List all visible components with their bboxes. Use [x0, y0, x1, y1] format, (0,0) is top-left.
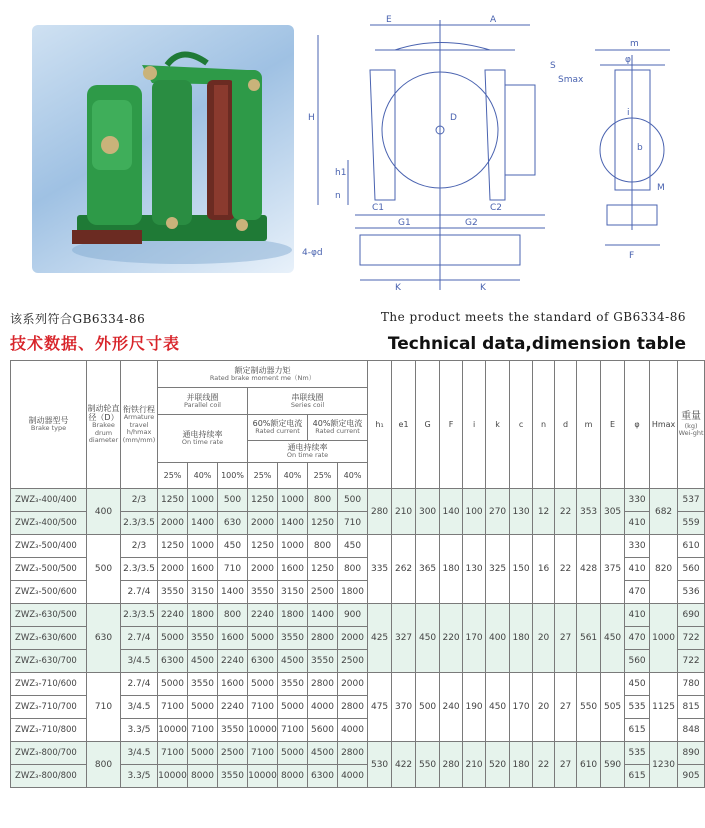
label-E: E [386, 15, 392, 25]
col-d: d [555, 361, 577, 489]
cell-drum: 400 [87, 489, 121, 535]
cell-p40: 1000 [188, 489, 218, 512]
cell-travel: 3.3/5 [121, 719, 158, 742]
col-p100: 100% [218, 463, 248, 489]
cell-hmax: 682 [650, 489, 678, 535]
cell-G: 300 [416, 489, 440, 535]
cell-p40: 5000 [188, 696, 218, 719]
cell-phi: 450 [625, 673, 650, 696]
cell-p25: 2000 [158, 558, 188, 581]
cell-d: 22 [555, 489, 577, 535]
cell-n: 20 [533, 673, 555, 742]
cell-model: ZWZ₃-800/800 [11, 765, 87, 788]
cell-s40b: 450 [338, 535, 368, 558]
col-brake-moment: 额定制动器力矩 Rated brake moment me（Nm） [158, 361, 368, 388]
col-weight: 重量 (kg) Wei-ght [678, 361, 705, 489]
cell-s25b: 3550 [308, 650, 338, 673]
label-F: F [629, 251, 635, 261]
cell-d: 27 [555, 604, 577, 673]
col-p40: 40% [188, 463, 218, 489]
cell-model: ZWZ₃-400/500 [11, 512, 87, 535]
cell-p25: 7100 [158, 696, 188, 719]
cell-c: 170 [510, 673, 533, 742]
cell-s25: 7100 [248, 742, 278, 765]
cell-F: 240 [440, 673, 463, 742]
col-h1: h₁ [368, 361, 392, 489]
cell-m: 610 [577, 742, 601, 788]
cell-s40: 3550 [278, 627, 308, 650]
cell-phi: 410 [625, 604, 650, 627]
col-m: m [577, 361, 601, 489]
label-n: n [335, 191, 341, 201]
cell-s25: 10000 [248, 765, 278, 788]
cell-travel: 2.3/3.5 [121, 512, 158, 535]
cell-s25b: 800 [308, 535, 338, 558]
cell-n: 12 [533, 489, 555, 535]
cell-c: 130 [510, 489, 533, 535]
label-S: S [550, 61, 556, 71]
cell-p40: 1400 [188, 512, 218, 535]
cell-phi: 470 [625, 581, 650, 604]
cell-phi: 535 [625, 742, 650, 765]
cell-n: 22 [533, 742, 555, 788]
cell-s25b: 1250 [308, 558, 338, 581]
col-hmax: Hmax [650, 361, 678, 489]
cell-h1: 280 [368, 489, 392, 535]
cell-s25: 1250 [248, 489, 278, 512]
label-m: m [630, 39, 639, 49]
cell-weight: 536 [678, 581, 705, 604]
cell-s25: 6300 [248, 650, 278, 673]
cell-travel: 2.3/3.5 [121, 604, 158, 627]
cell-h1: 530 [368, 742, 392, 788]
col-F: F [440, 361, 463, 489]
cell-s25: 2000 [248, 558, 278, 581]
cell-p40: 1800 [188, 604, 218, 627]
cell-p100: 450 [218, 535, 248, 558]
side-dimension-drawing [300, 10, 584, 295]
label-C2: C2 [490, 203, 503, 213]
col-n: n [533, 361, 555, 489]
label-C1: C1 [372, 203, 385, 213]
cell-F: 140 [440, 489, 463, 535]
cell-model: ZWZ₃-630/500 [11, 604, 87, 627]
col-k: k [486, 361, 510, 489]
label-G2: G2 [465, 218, 478, 228]
cell-s40b: 2000 [338, 627, 368, 650]
label-phi: φ [625, 55, 631, 65]
cell-s40b: 710 [338, 512, 368, 535]
col-drum-diameter: 制动轮直径（D） Brakee drum diameter [87, 361, 121, 489]
col-e1: e1 [392, 361, 416, 489]
cell-s40: 1800 [278, 604, 308, 627]
label-H: H [308, 113, 315, 123]
cell-p40: 4500 [188, 650, 218, 673]
cell-p100: 800 [218, 604, 248, 627]
cell-p40: 7100 [188, 719, 218, 742]
cell-p25: 10000 [158, 719, 188, 742]
table-row [11, 742, 705, 765]
spec-table [10, 360, 705, 788]
cell-travel: 2/3 [121, 489, 158, 512]
cell-phi: 410 [625, 512, 650, 535]
standard-note-cn: 该系列符合GB6334-86 [10, 312, 146, 326]
cell-s40b: 2800 [338, 696, 368, 719]
cell-s25: 5000 [248, 673, 278, 696]
cell-d: 22 [555, 535, 577, 604]
cell-weight: 722 [678, 627, 705, 650]
cell-p40: 3550 [188, 627, 218, 650]
cell-p100: 2500 [218, 742, 248, 765]
cell-p100: 630 [218, 512, 248, 535]
cell-s40b: 4000 [338, 719, 368, 742]
cell-travel: 2.7/4 [121, 581, 158, 604]
cell-m: 428 [577, 535, 601, 604]
cell-G: 365 [416, 535, 440, 604]
cell-p25: 3550 [158, 581, 188, 604]
cell-p25: 6300 [158, 650, 188, 673]
col-brake-type: 制动器型号 Brake type [11, 361, 87, 489]
cell-phi: 615 [625, 765, 650, 788]
cell-weight: 610 [678, 535, 705, 558]
cell-s25b: 4000 [308, 696, 338, 719]
cell-s25b: 1400 [308, 604, 338, 627]
cell-i: 170 [463, 604, 486, 673]
col-parallel-coil: 并联线圈 Parallel coil [158, 388, 248, 415]
cell-p40: 1600 [188, 558, 218, 581]
cell-F: 280 [440, 742, 463, 788]
cell-e1: 262 [392, 535, 416, 604]
label-M: M [657, 183, 665, 193]
cell-s40b: 900 [338, 604, 368, 627]
cell-h1: 335 [368, 535, 392, 604]
cell-phi: 615 [625, 719, 650, 742]
cell-i: 100 [463, 489, 486, 535]
cell-s25b: 1250 [308, 512, 338, 535]
cell-E: 450 [601, 604, 625, 673]
col-s25: 25% [248, 463, 278, 489]
cell-s40: 1400 [278, 512, 308, 535]
label-h1: h1 [335, 168, 347, 178]
cell-E: 505 [601, 673, 625, 742]
table-title-cn: 技术数据、外形尺寸表 [10, 334, 181, 353]
cell-s25b: 2800 [308, 673, 338, 696]
col-s40: 40% [278, 463, 308, 489]
cell-s40: 4500 [278, 650, 308, 673]
cell-phi: 560 [625, 650, 650, 673]
label-d: 4-φd [302, 248, 323, 258]
cell-s25b: 6300 [308, 765, 338, 788]
cell-s40b: 1800 [338, 581, 368, 604]
cell-p100: 1600 [218, 673, 248, 696]
cell-travel: 2.3/3.5 [121, 558, 158, 581]
cell-s25b: 2800 [308, 627, 338, 650]
label-Smax: Smax [558, 75, 584, 85]
cell-p25: 7100 [158, 742, 188, 765]
cell-model: ZWZ₃-800/700 [11, 742, 87, 765]
cell-model: ZWZ₃-500/400 [11, 535, 87, 558]
label-K2: K [480, 283, 486, 293]
col-i: i [463, 361, 486, 489]
cell-p25: 2000 [158, 512, 188, 535]
cell-m: 353 [577, 489, 601, 535]
cell-c: 180 [510, 742, 533, 788]
cell-s25: 5000 [248, 627, 278, 650]
cell-weight: 537 [678, 489, 705, 512]
cell-p100: 3550 [218, 719, 248, 742]
cell-s25: 7100 [248, 696, 278, 719]
cell-weight: 905 [678, 765, 705, 788]
cell-phi: 470 [625, 627, 650, 650]
cell-s40b: 800 [338, 558, 368, 581]
cell-s40: 8000 [278, 765, 308, 788]
cell-e1: 370 [392, 673, 416, 742]
col-s25b: 25% [308, 463, 338, 489]
cell-s40b: 2000 [338, 673, 368, 696]
cell-s40: 5000 [278, 696, 308, 719]
table-row [11, 673, 705, 696]
cell-F: 220 [440, 604, 463, 673]
cell-travel: 2.7/4 [121, 673, 158, 696]
table-head [11, 361, 705, 489]
cell-p100: 500 [218, 489, 248, 512]
cell-p100: 3550 [218, 765, 248, 788]
cell-p25: 10000 [158, 765, 188, 788]
col-s40b: 40% [338, 463, 368, 489]
col-G: G [416, 361, 440, 489]
label-i: i [627, 108, 630, 118]
cell-k: 400 [486, 604, 510, 673]
cell-drum: 630 [87, 604, 121, 673]
cell-s40b: 500 [338, 489, 368, 512]
cell-p25: 5000 [158, 627, 188, 650]
cell-model: ZWZ₃-400/400 [11, 489, 87, 512]
cell-c: 150 [510, 535, 533, 604]
cell-s40: 3550 [278, 673, 308, 696]
cell-s25: 3550 [248, 581, 278, 604]
cell-i: 210 [463, 742, 486, 788]
cell-model: ZWZ₃-630/700 [11, 650, 87, 673]
cell-weight: 890 [678, 742, 705, 765]
cell-i: 190 [463, 673, 486, 742]
cell-weight: 722 [678, 650, 705, 673]
cell-s40b: 4000 [338, 765, 368, 788]
cell-p25: 5000 [158, 673, 188, 696]
cell-p25: 1250 [158, 535, 188, 558]
cell-n: 20 [533, 604, 555, 673]
cell-model: ZWZ₃-710/600 [11, 673, 87, 696]
cell-p100: 1400 [218, 581, 248, 604]
col-series-coil: 串联线圈 Series coil [248, 388, 368, 415]
cell-e1: 210 [392, 489, 416, 535]
cell-weight: 780 [678, 673, 705, 696]
cell-p40: 3550 [188, 673, 218, 696]
cell-s40: 5000 [278, 742, 308, 765]
cell-s25b: 4500 [308, 742, 338, 765]
cell-h1: 425 [368, 604, 392, 673]
cell-E: 590 [601, 742, 625, 788]
cell-weight: 560 [678, 558, 705, 581]
cell-p40: 5000 [188, 742, 218, 765]
cell-p100: 2240 [218, 650, 248, 673]
cell-p100: 710 [218, 558, 248, 581]
cell-e1: 327 [392, 604, 416, 673]
cell-G: 550 [416, 742, 440, 788]
cell-weight: 559 [678, 512, 705, 535]
cell-s25b: 800 [308, 489, 338, 512]
cell-phi: 535 [625, 696, 650, 719]
cell-drum: 710 [87, 673, 121, 742]
table-title-en: Technical data,dimension table [387, 334, 686, 354]
cell-travel: 3/4.5 [121, 650, 158, 673]
cell-hmax: 820 [650, 535, 678, 604]
cell-F: 180 [440, 535, 463, 604]
brake-illustration [32, 25, 294, 273]
cell-k: 520 [486, 742, 510, 788]
cell-hmax: 1125 [650, 673, 678, 742]
cell-travel: 2.7/4 [121, 627, 158, 650]
cell-i: 130 [463, 535, 486, 604]
end-dimension-drawing [585, 10, 690, 260]
cell-p100: 2240 [218, 696, 248, 719]
cell-weight: 815 [678, 696, 705, 719]
table-row [11, 489, 705, 512]
cell-h1: 475 [368, 673, 392, 742]
cell-d: 27 [555, 673, 577, 742]
cell-E: 375 [601, 535, 625, 604]
table-row [11, 604, 705, 627]
cell-s25: 10000 [248, 719, 278, 742]
cell-phi: 410 [625, 558, 650, 581]
cell-s25b: 5600 [308, 719, 338, 742]
cell-s40: 1600 [278, 558, 308, 581]
standard-note-en: The product meets the standard of GB6334-86 [380, 310, 686, 324]
cell-m: 550 [577, 673, 601, 742]
table-row [11, 535, 705, 558]
table-body [11, 489, 705, 788]
cell-s25: 2240 [248, 604, 278, 627]
cell-p25: 2240 [158, 604, 188, 627]
col-rated-40: 40%额定电流 Rated current [308, 415, 368, 441]
cell-G: 500 [416, 673, 440, 742]
cell-p40: 3150 [188, 581, 218, 604]
cell-k: 270 [486, 489, 510, 535]
cell-p100: 1600 [218, 627, 248, 650]
cell-model: ZWZ₃-710/800 [11, 719, 87, 742]
cell-hmax: 1000 [650, 604, 678, 673]
cell-G: 450 [416, 604, 440, 673]
cell-drum: 500 [87, 535, 121, 604]
cell-E: 305 [601, 489, 625, 535]
cell-travel: 3.3/5 [121, 765, 158, 788]
cell-s40b: 2500 [338, 650, 368, 673]
col-armature-travel: 衔铁行程 Armature travel h/hmax (mm/mm) [121, 361, 158, 489]
cell-model: ZWZ₃-710/700 [11, 696, 87, 719]
col-phi: φ [625, 361, 650, 489]
label-D: D [450, 113, 457, 123]
cell-s40: 3150 [278, 581, 308, 604]
cell-p40: 1000 [188, 535, 218, 558]
cell-s25: 1250 [248, 535, 278, 558]
cell-p25: 1250 [158, 489, 188, 512]
cell-e1: 422 [392, 742, 416, 788]
cell-travel: 2/3 [121, 535, 158, 558]
cell-d: 27 [555, 742, 577, 788]
cell-n: 16 [533, 535, 555, 604]
cell-travel: 3/4.5 [121, 696, 158, 719]
col-rated-60: 60%额定电流 Rated current [248, 415, 308, 441]
cell-k: 325 [486, 535, 510, 604]
cell-s40: 1000 [278, 535, 308, 558]
cell-s40b: 2800 [338, 742, 368, 765]
cell-weight: 690 [678, 604, 705, 627]
col-E: E [601, 361, 625, 489]
label-G1: G1 [398, 218, 411, 228]
col-p25: 25% [158, 463, 188, 489]
label-b: b [637, 143, 643, 153]
cell-p40: 8000 [188, 765, 218, 788]
cell-weight: 848 [678, 719, 705, 742]
label-A: A [490, 15, 497, 25]
cell-phi: 330 [625, 489, 650, 512]
cell-hmax: 1230 [650, 742, 678, 788]
cell-model: ZWZ₃-630/600 [11, 627, 87, 650]
cell-c: 180 [510, 604, 533, 673]
cell-s25b: 2500 [308, 581, 338, 604]
cell-travel: 3/4.5 [121, 742, 158, 765]
product-photo [32, 25, 294, 273]
cell-model: ZWZ₃-500/500 [11, 558, 87, 581]
cell-phi: 330 [625, 535, 650, 558]
col-series-ontime: 通电持续率 On time rate [248, 441, 368, 463]
col-parallel-ontime: 通电持续率 On time rate [158, 415, 248, 463]
cell-s40: 7100 [278, 719, 308, 742]
cell-k: 450 [486, 673, 510, 742]
col-c: c [510, 361, 533, 489]
cell-drum: 800 [87, 742, 121, 788]
cell-m: 561 [577, 604, 601, 673]
cell-model: ZWZ₃-500/600 [11, 581, 87, 604]
label-K1: K [395, 283, 401, 293]
cell-s40: 1000 [278, 489, 308, 512]
cell-s25: 2000 [248, 512, 278, 535]
